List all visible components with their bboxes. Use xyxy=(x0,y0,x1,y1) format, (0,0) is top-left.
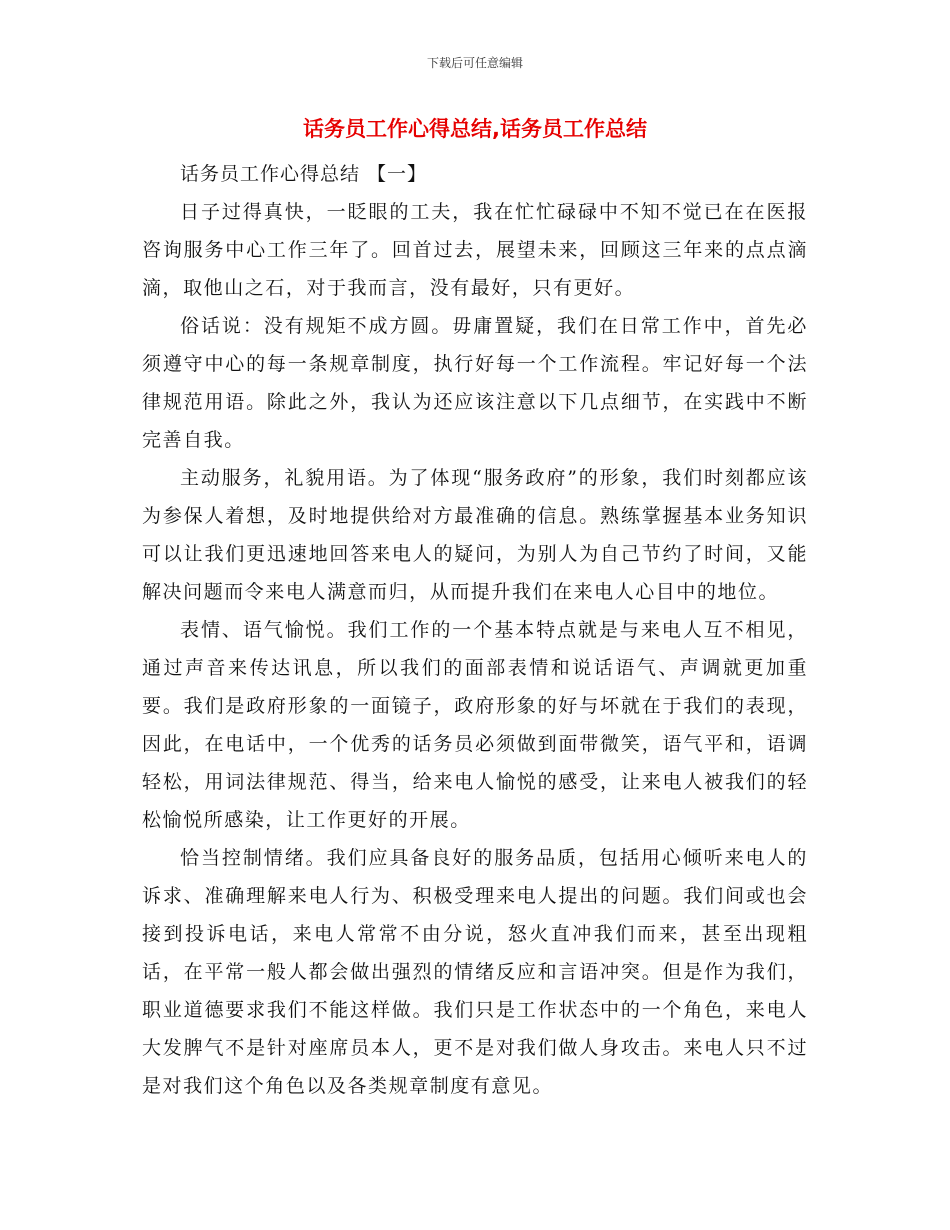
paragraph-active-service: 主动服务，礼貌用语。为了体现“服务政府”的形象，我们时刻都应该为参保人着想，及时地提供给对方最准确的信息。熟练掌握基本业务知识可以让我们更迅速地回答来电人的疑问，为别人为自己节约了时间，又能解决问题而令来电人满意而归，从而提升我们在来电人心目中的地位。 xyxy=(142,467,808,603)
paragraph-intro: 日子过得真快，一眨眼的工夫，我在忙忙碌碌中不知不觉已在在医报咨询服务中心工作三年了。回首过去，展望未来，回顾这三年来的点点滴滴，取他山之石，对于我而言，没有最好，只有更好。 xyxy=(142,201,808,299)
paragraph-expression-tone: 表情、语气愉悦。我们工作的一个基本特点就是与来电人互不相见，通过声音来传达讯息，所以我们的面部表情和说话语气、声调就更加重要。我们是政府形象的一面镜子，政府形象的好与坏就在于我们的表现，因此，在电话中，一个优秀的话务员必须做到面带微笑，语气平和，语调轻松，用词法律规范、得当，给来电人愉悦的感受，让来电人被我们的轻松愉悦所感染，让工作更好的开展。 xyxy=(142,619,808,831)
header-note: 下载后可任意编辑 xyxy=(426,56,523,70)
paragraph-emotion-control: 恰当控制情绪。我们应具备良好的服务品质，包括用心倾听来电人的诉求、准确理解来电人行为、积极受理来电人提出的问题。我们间或也会接到投诉电话，来电人常常不由分说，怒火直冲我们而来，甚至出现粗话，在平常一般人都会做出强烈的情绪反应和言语冲突。但是作为我们，职业道德要求我们不能这样做。我们只是工作状态中的一个角色，来电人大发脾气不是针对座席员本人，更不是对我们做人身攻击。来电人只不过是对我们这个角色以及各类规章制度有意见。 xyxy=(142,847,808,1097)
document-body xyxy=(142,155,808,1105)
document-title: 话务员工作心得总结,话务员工作总结 xyxy=(303,117,647,141)
paragraph-rules: 俗话说：没有规矩不成方圆。毋庸置疑，我们在日常工作中，首先必须遵守中心的每一条规章制度，执行好每一个工作流程。牢记好每一个法律规范用语。除此之外，我认为还应该注意以下几点细节，在实践中不断完善自我。 xyxy=(142,315,808,451)
section-heading: 话务员工作心得总结 【一】 xyxy=(180,163,428,185)
